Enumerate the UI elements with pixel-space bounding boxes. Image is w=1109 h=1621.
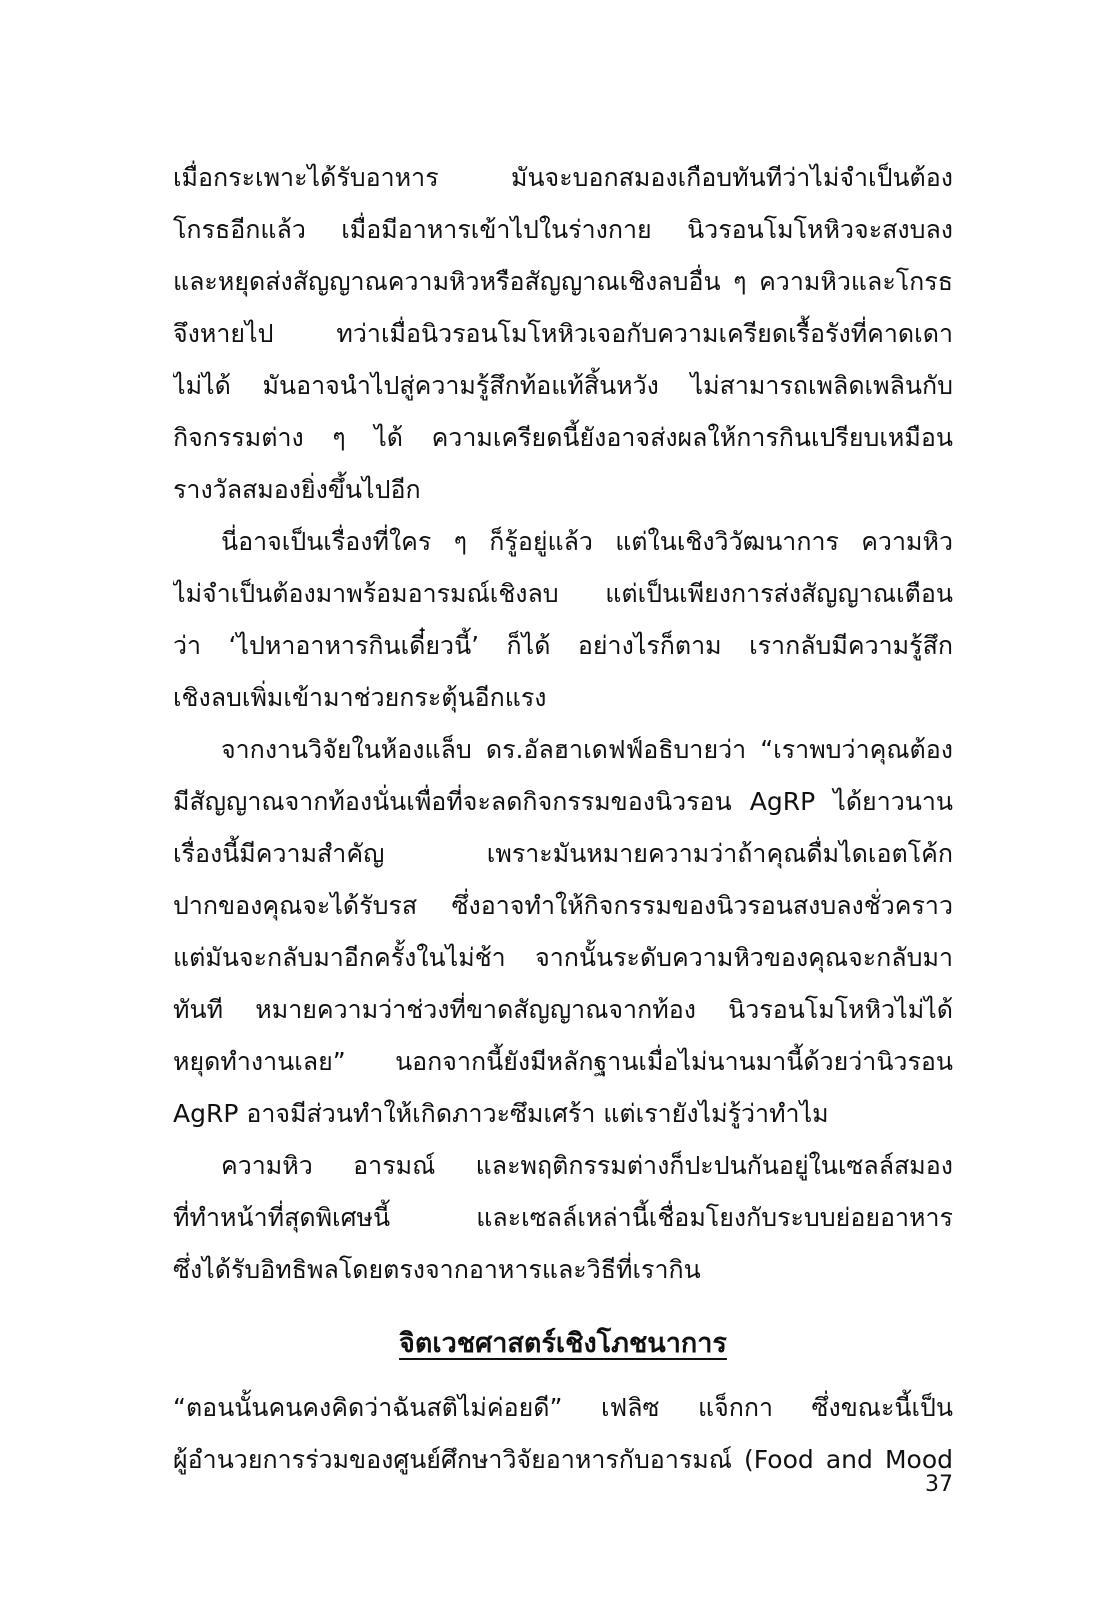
text-line: เรื่องนี้มีความสำคัญ เพราะมันหมายความว่าถ้าคุณดื่มไดเอตโค้ก	[173, 839, 953, 868]
text-line: เมื่อกระเพาะได้รับอาหาร มันจะบอกสมองเกือบทันทีว่าไม่จำเป็นต้อง	[173, 163, 953, 192]
text-line: ทันที หมายความว่าช่วงที่ขาดสัญญาณจากท้อง นิวรอนโมโหหิวไม่ได้	[173, 995, 953, 1024]
text-line: หยุดทำงานเลย” นอกจากนี้ยังมีหลักฐานเมื่อไม่นานมานี้ด้วยว่านิวรอน	[173, 1047, 953, 1076]
text-line: โกรธอีกแล้ว เมื่อมีอาหารเข้าไปในร่างกาย นิวรอนโมโหหิวจะสงบลง	[173, 215, 953, 244]
section-heading: จิตเวชศาสตร์เชิงโภชนาการ	[399, 1328, 727, 1359]
text-line: จากงานวิจัยในห้องแล็บ ดร.อัลฮาเดฟฟ์อธิบายว่า “เราพบว่าคุณต้อง	[221, 735, 953, 764]
page-number: 37	[925, 1472, 953, 1497]
text-line: ความหิว อารมณ์ และพฤติกรรมต่างก็ปะปนกันอยู่ในเซลล์สมอง	[221, 1151, 953, 1180]
paragraph-4	[173, 1140, 953, 1296]
text-line: AgRP อาจมีส่วนทำให้เกิดภาวะซึมเศร้า แต่เรายังไม่รู้ว่าทำไม	[173, 1099, 829, 1128]
text-line: นี่อาจเป็นเรื่องที่ใคร ๆ ก็รู้อยู่แล้ว แต่ในเชิงวิวัฒนาการ ความหิว	[221, 527, 953, 556]
text-line: ปากของคุณจะได้รับรส ซึ่งอาจทำให้กิจกรรมของนิวรอนสงบลงชั่วคราว	[173, 891, 953, 920]
paragraph-5	[173, 1382, 953, 1486]
text-line: ว่า ‘ไปหาอาหารกินเดี๋ยวนี้’ ก็ได้ อย่างไรก็ตาม เรากลับมีความรู้สึก	[173, 631, 953, 660]
text-line: จึงหายไป ทว่าเมื่อนิวรอนโมโหหิวเจอกับความเครียดเรื้อรังที่คาดเดา	[173, 319, 953, 348]
text-line: มีสัญญาณจากท้องนั่นเพื่อที่จะลดกิจกรรมของนิวรอน AgRP ได้ยาวนาน	[173, 787, 953, 816]
body-text	[173, 152, 953, 1486]
paragraph-1	[173, 152, 953, 516]
text-line: ไม่ได้ มันอาจนำไปสู่ความรู้สึกท้อแท้สิ้นหวัง ไม่สามารถเพลิดเพลินกับ	[173, 371, 953, 400]
text-line: ไม่จำเป็นต้องมาพร้อมอารมณ์เชิงลบ แต่เป็นเพียงการส่งสัญญาณเตือน	[173, 579, 953, 608]
text-line: และหยุดส่งสัญญาณความหิวหรือสัญญาณเชิงลบอื่น ๆ ความหิวและโกรธ	[173, 267, 953, 296]
text-line: รางวัลสมองยิ่งขึ้นไปอีก	[173, 475, 421, 504]
text-line: ที่ทำหน้าที่สุดพิเศษนี้ และเซลล์เหล่านี้เชื่อมโยงกับระบบย่อยอาหาร	[173, 1203, 953, 1232]
text-line: กิจกรรมต่าง ๆ ได้ ความเครียดนี้ยังอาจส่งผลให้การกินเปรียบเหมือน	[173, 423, 953, 452]
text-line: “ตอนนั้นคนคงคิดว่าฉันสติไม่ค่อยดี” เฟลิซ แจ็กกา ซึ่งขณะนี้เป็น	[173, 1393, 953, 1422]
text-line: ซึ่งได้รับอิทธิพลโดยตรงจากอาหารและวิธีที่เรากิน	[173, 1255, 701, 1284]
paragraph-3	[173, 724, 953, 1140]
text-line: ผู้อำนวยการร่วมของศูนย์ศึกษาวิจัยอาหารกับอารมณ์ (Food and Mood	[173, 1445, 953, 1474]
text-line: เชิงลบเพิ่มเข้ามาช่วยกระตุ้นอีกแรง	[173, 683, 547, 712]
text-line: แต่มันจะกลับมาอีกครั้งในไม่ช้า จากนั้นระดับความหิวของคุณจะกลับมา	[173, 943, 953, 972]
paragraph-2	[173, 516, 953, 724]
